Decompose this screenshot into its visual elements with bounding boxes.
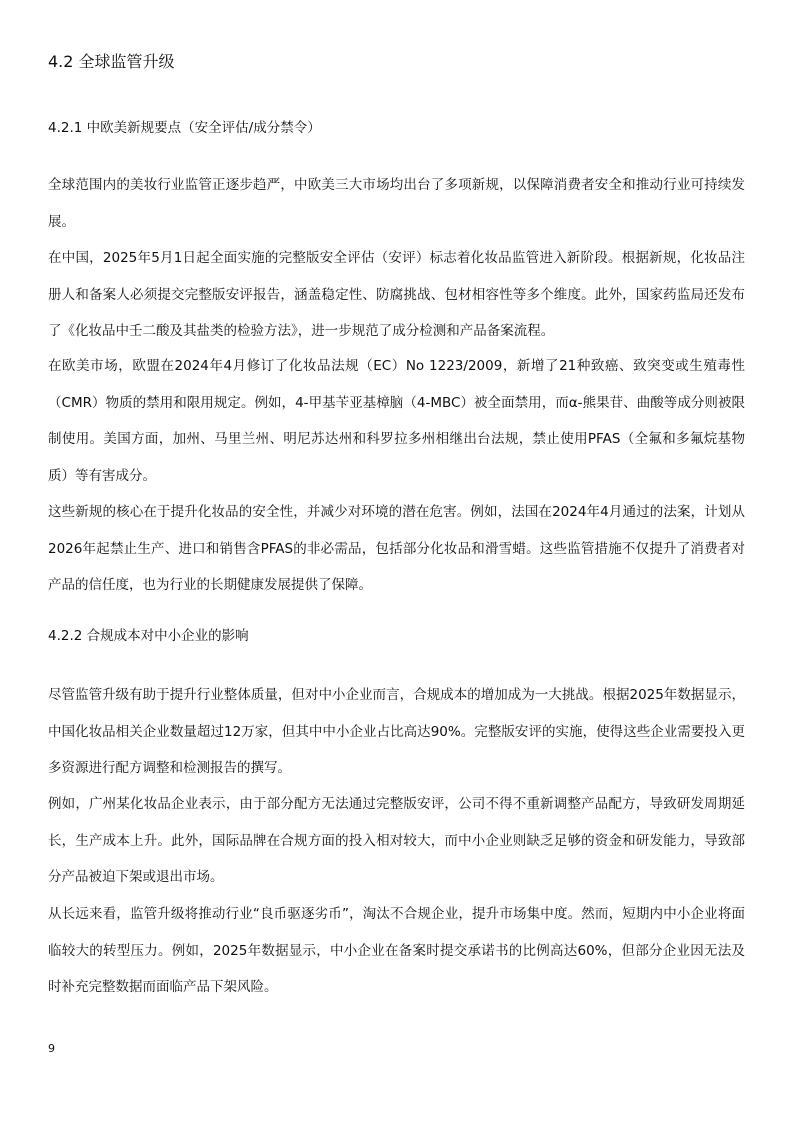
paragraph: 从长远来看，监管升级将推动行业“良币驱逐劣币”，淘汰不合规企业，提升市场集中度。然而，短期内中小企业将面临较大的转型压力。例如，2025年数据显示，中小企业在备案时提交承诺书的比例高达60%，但部分企业因无法及时补充完整数据而面临产品下架风险。 xyxy=(48,906,745,996)
paragraph: 在欧美市场，欧盟在2024年4月修订了化妆品法规（EC）No 1223/2009，新增了21种致癌、致突变或生殖毒性（CMR）物质的禁用和限用规定。例如，4-甲基苄亚基樟脑（4-MBC）被全面禁用，而α-熊果苷、曲酸等成分则被限制使用。美国方面，加州、马里兰州、明尼苏达州和科罗拉多州相继出台法规，禁止使用PFAS（全氟和多氟烷基物质）等有害成分。 xyxy=(48,358,745,485)
paragraph: 全球范围内的美妆行业监管正逐步趋严，中欧美三大市场均出台了多项新规，以保障消费者安全和推动行业可持续发展。 xyxy=(48,177,745,230)
section-heading: 4.2 全球监管升级 xyxy=(48,52,175,71)
subsection-heading-4-2-1: 4.2.1 中欧美新规要点（安全评估/成分禁令） xyxy=(48,120,321,136)
paragraph: 这些新规的核心在于提升化妆品的安全性，并减少对环境的潜在危害。例如，法国在2024年4月通过的法案，计划从2026年起禁止生产、进口和销售含PFAS的非必需品，包括部分化妆品和滑雪蜡。这些监管措施不仅提升了消费者对产品的信任度，也为行业的长期健康发展提供了保障。 xyxy=(48,504,745,594)
page-number: 9 xyxy=(48,1042,55,1055)
paragraph: 例如，广州某化妆品企业表示，由于部分配方无法通过完整版安评，公司不得不重新调整产品配方，导致研发周期延长，生产成本上升。此外，国际品牌在合规方面的投入相对较大，而中小企业则缺乏足够的资金和研发能力，导致部分产品被迫下架或退出市场。 xyxy=(48,796,745,886)
paragraph: 在中国，2025年5月1日起全面实施的完整版安全评估（安评）标志着化妆品监管进入新阶段。根据新规，化妆品注册人和备案人必须提交完整版安评报告，涵盖稳定性、防腐挑战、包材相容性等多个维度。此外，国家药监局还发布了《化妆品中壬二酸及其盐类的检验方法》，进一步规范了成分检测和产品备案流程。 xyxy=(48,250,745,340)
subsection-heading-4-2-2: 4.2.2 合规成本对中小企业的影响 xyxy=(48,628,249,644)
paragraph: 尽管监管升级有助于提升行业整体质量，但对中小企业而言，合规成本的增加成为一大挑战。根据2025年数据显示，中国化妆品相关企业数量超过12万家，但其中中小企业占比高达90%。完整版安评的实施，使得这些企业需要投入更多资源进行配方调整和检测报告的撰写。 xyxy=(48,687,745,777)
